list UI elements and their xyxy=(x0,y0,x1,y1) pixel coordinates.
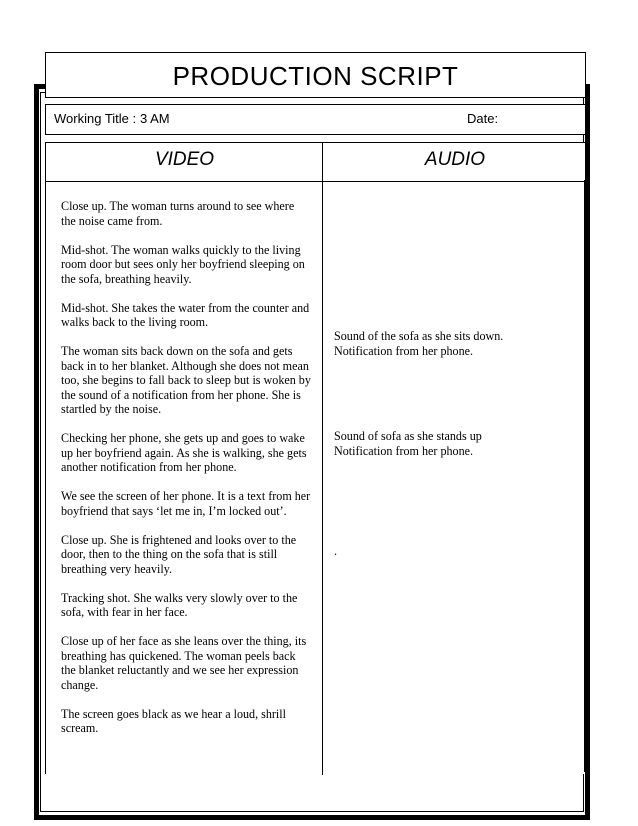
video-line: Tracking shot. She walks very slowly over to the sofa, with fear in her face. xyxy=(61,590,298,619)
meta-row xyxy=(45,104,586,135)
script-table xyxy=(45,142,586,774)
video-line: Mid-shot. The woman walks quickly to the living room door but sees only her boyfriend sleeping on the sofa, breathing heavily. xyxy=(61,242,305,286)
video-line: Close up. The woman turns around to see where the noise came from. xyxy=(61,199,295,228)
video-column xyxy=(61,199,311,750)
table-header-row xyxy=(46,143,585,182)
video-line: Checking her phone, she gets up and goes to wake up her boyfriend again. As she is walking, she gets another notification from her phone. xyxy=(61,431,307,474)
right-edge-line xyxy=(584,180,585,772)
video-column-header: VIDEO xyxy=(154,149,215,170)
audio-line: . xyxy=(334,544,338,558)
video-line: The screen goes black as we hear a loud, shrill scream. xyxy=(61,706,286,735)
audio-line: Notification from her phone. xyxy=(334,343,474,358)
column-divider xyxy=(322,143,323,775)
video-line: Mid-shot. She takes the water from the counter and walks back to the living room. xyxy=(61,300,310,329)
audio-line: Sound of the sofa as she sits down. xyxy=(334,329,504,343)
audio-line: Notification from her phone. xyxy=(334,443,474,458)
video-line: Close up. She is frightened and looks over to the door, then to the thing on the sofa that is still breathing very heavily. xyxy=(61,532,297,576)
working-title-label: Working Title : xyxy=(54,111,137,126)
audio-line: Sound of sofa as she stands up xyxy=(334,429,482,443)
video-line: Close up of her face as she leans over the thing, its breathing has quickened. The woman peels back the blanket reluctantly and we see her expression change. xyxy=(61,634,307,692)
title-box xyxy=(45,52,586,98)
page-title: PRODUCTION SCRIPT xyxy=(172,60,459,91)
video-line: We see the screen of her phone. It is a text from her boyfriend that says ‘let me in, I’m locked out’. xyxy=(61,489,311,518)
video-line: The woman sits back down on the sofa and gets back in to her blanket. Although she does not mean too, she begins to fall back to sleep but is woken by the sound of a notification from her phone. She is startled by the noise. xyxy=(61,344,311,416)
working-title-value: 3 AM xyxy=(140,111,170,126)
date-label: Date: xyxy=(467,111,499,126)
audio-column-header: AUDIO xyxy=(424,149,486,170)
